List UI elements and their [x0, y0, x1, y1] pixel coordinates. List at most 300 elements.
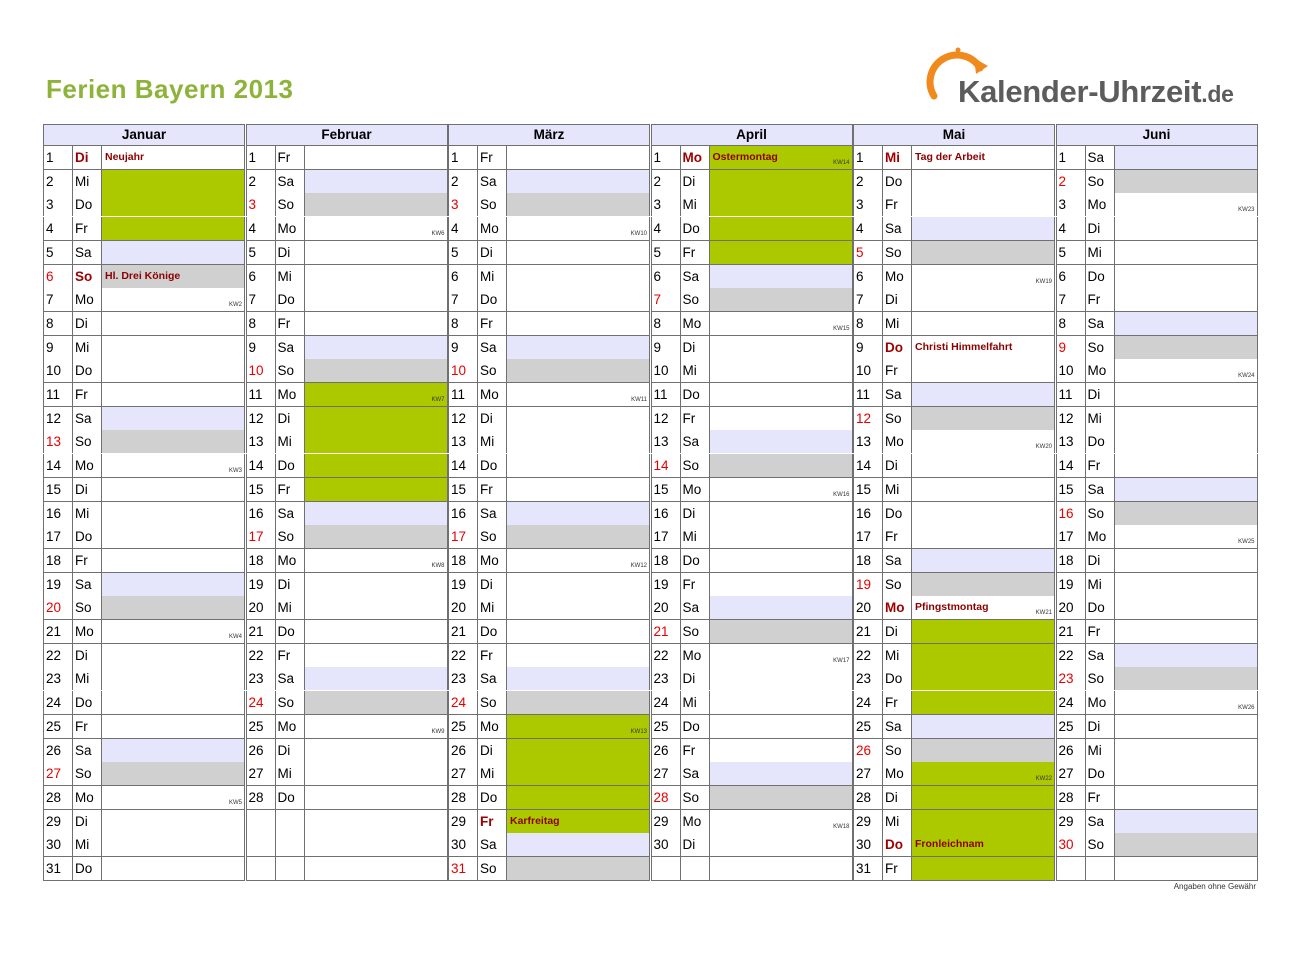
day-row[interactable]	[43, 454, 245, 478]
day-row[interactable]	[853, 265, 1055, 289]
event-cell	[102, 525, 245, 548]
day-row[interactable]	[246, 857, 448, 881]
day-row[interactable]	[1056, 359, 1258, 383]
day-number: 28	[246, 786, 276, 809]
day-number: 5	[448, 241, 478, 264]
day-row[interactable]	[448, 620, 650, 644]
weekday: Sa	[883, 217, 912, 240]
weekday: Mi	[276, 596, 305, 619]
day-row[interactable]	[246, 810, 448, 834]
month-header: Februar	[246, 124, 448, 146]
day-row[interactable]	[246, 170, 448, 194]
weekday: So	[883, 573, 912, 596]
day-row[interactable]	[1056, 786, 1258, 810]
day-row[interactable]	[651, 478, 853, 502]
day-row[interactable]	[853, 170, 1055, 194]
event-cell	[305, 217, 448, 240]
day-row[interactable]	[651, 241, 853, 265]
weekday: Fr	[681, 573, 710, 596]
day-row[interactable]	[853, 762, 1055, 786]
event-cell	[102, 193, 245, 216]
weekday: So	[883, 739, 912, 762]
day-row[interactable]	[448, 525, 650, 549]
weekday: Sa	[681, 265, 710, 288]
day-row[interactable]	[853, 288, 1055, 312]
day-row[interactable]	[1056, 146, 1258, 170]
day-row[interactable]	[651, 407, 853, 431]
event-cell	[507, 193, 650, 216]
day-row[interactable]	[1056, 193, 1258, 217]
day-row[interactable]	[246, 241, 448, 265]
day-number: 28	[43, 786, 73, 809]
day-number: 14	[246, 454, 276, 477]
day-row[interactable]	[853, 383, 1055, 407]
brand-logo[interactable]	[920, 38, 1250, 118]
weekday: Mi	[276, 430, 305, 453]
day-row[interactable]	[853, 810, 1055, 834]
day-number: 25	[43, 715, 73, 738]
day-number: 26	[448, 739, 478, 762]
day-row[interactable]	[1056, 857, 1258, 881]
day-row[interactable]	[651, 312, 853, 336]
day-row[interactable]	[43, 265, 245, 289]
day-row[interactable]	[246, 833, 448, 857]
day-row[interactable]	[43, 739, 245, 763]
day-row[interactable]	[651, 336, 853, 360]
weekday: Di	[883, 288, 912, 311]
day-row[interactable]	[43, 170, 245, 194]
day-row[interactable]	[1056, 312, 1258, 336]
weekday: Sa	[883, 383, 912, 406]
day-row[interactable]	[448, 146, 650, 170]
event-cell	[102, 170, 245, 193]
day-row[interactable]	[853, 833, 1055, 857]
day-row[interactable]	[853, 644, 1055, 668]
day-row[interactable]	[246, 620, 448, 644]
day-row[interactable]	[246, 549, 448, 573]
day-row[interactable]	[853, 715, 1055, 739]
day-row[interactable]	[246, 265, 448, 289]
event-cell	[912, 454, 1055, 477]
day-row[interactable]	[43, 644, 245, 668]
event-cell	[507, 525, 650, 548]
day-row[interactable]	[651, 430, 853, 454]
day-row[interactable]	[246, 596, 448, 620]
event-cell	[912, 667, 1055, 690]
day-row[interactable]	[43, 857, 245, 881]
day-row[interactable]	[43, 573, 245, 597]
day-row[interactable]	[853, 573, 1055, 597]
event-cell	[912, 525, 1055, 548]
weekday: Di	[681, 502, 710, 525]
day-number: 18	[246, 549, 276, 572]
day-row[interactable]	[246, 288, 448, 312]
day-row[interactable]	[1056, 644, 1258, 668]
weekday: Fr	[883, 525, 912, 548]
day-row[interactable]	[43, 502, 245, 526]
weekday: Mi	[883, 478, 912, 501]
day-row[interactable]	[1056, 691, 1258, 715]
day-row[interactable]	[246, 525, 448, 549]
day-row[interactable]	[853, 739, 1055, 763]
event-cell	[1115, 715, 1258, 738]
day-row[interactable]	[853, 691, 1055, 715]
day-number: 24	[246, 691, 276, 714]
day-row[interactable]	[651, 170, 853, 194]
day-row[interactable]	[853, 146, 1055, 170]
event-cell	[305, 810, 448, 833]
day-row[interactable]	[1056, 810, 1258, 834]
day-row[interactable]	[246, 644, 448, 668]
day-row[interactable]	[448, 739, 650, 763]
day-row[interactable]	[246, 430, 448, 454]
day-row[interactable]	[1056, 241, 1258, 265]
event-cell	[912, 478, 1055, 501]
day-row[interactable]	[1056, 667, 1258, 691]
weekday: So	[1086, 502, 1115, 525]
event-cell	[912, 146, 1055, 169]
day-row[interactable]	[43, 691, 245, 715]
day-row[interactable]	[448, 762, 650, 786]
day-row[interactable]	[448, 857, 650, 881]
day-row[interactable]	[43, 715, 245, 739]
day-row[interactable]	[448, 359, 650, 383]
day-row[interactable]	[651, 525, 853, 549]
day-row[interactable]	[43, 312, 245, 336]
day-row[interactable]	[1056, 762, 1258, 786]
weekday: Fr	[276, 644, 305, 667]
event-cell	[710, 739, 853, 762]
day-number: 31	[43, 857, 73, 880]
day-row[interactable]	[43, 288, 245, 312]
day-number: 20	[651, 596, 681, 619]
day-row[interactable]	[651, 573, 853, 597]
day-row[interactable]	[246, 383, 448, 407]
day-row[interactable]	[246, 691, 448, 715]
day-row[interactable]	[43, 336, 245, 360]
day-row[interactable]	[448, 430, 650, 454]
day-row[interactable]	[651, 596, 853, 620]
day-row[interactable]	[853, 430, 1055, 454]
day-row[interactable]	[651, 502, 853, 526]
event-cell	[507, 407, 650, 430]
day-number: 22	[43, 644, 73, 667]
day-row[interactable]	[43, 667, 245, 691]
day-row[interactable]	[448, 502, 650, 526]
day-row[interactable]	[448, 217, 650, 241]
day-row[interactable]	[43, 383, 245, 407]
event-cell	[305, 430, 448, 453]
day-row[interactable]	[448, 478, 650, 502]
day-row[interactable]	[853, 596, 1055, 620]
day-row[interactable]	[246, 762, 448, 786]
day-row[interactable]	[43, 193, 245, 217]
day-row[interactable]	[448, 549, 650, 573]
day-row[interactable]	[448, 810, 650, 834]
weekday: Di	[73, 146, 102, 169]
weekday: Mi	[73, 667, 102, 690]
event-cell	[912, 430, 1055, 453]
day-row[interactable]	[1056, 739, 1258, 763]
event-label: Ostermontag	[712, 151, 778, 163]
day-row[interactable]	[651, 620, 853, 644]
day-row[interactable]	[43, 217, 245, 241]
event-cell	[507, 430, 650, 453]
day-row[interactable]	[651, 810, 853, 834]
event-cell	[912, 857, 1055, 880]
day-number: 22	[1056, 644, 1086, 667]
day-row[interactable]	[448, 193, 650, 217]
day-row[interactable]	[43, 146, 245, 170]
weekday: Do	[883, 336, 912, 359]
day-row[interactable]	[651, 857, 853, 881]
day-row[interactable]	[246, 478, 448, 502]
week-number: KW19	[1035, 278, 1052, 285]
weekday: Mo	[1086, 193, 1115, 216]
event-cell	[102, 312, 245, 335]
event-cell	[710, 217, 853, 240]
day-row[interactable]	[43, 478, 245, 502]
event-label: Fronleichnam	[915, 838, 984, 851]
day-row[interactable]	[43, 786, 245, 810]
day-row[interactable]	[853, 786, 1055, 810]
day-row[interactable]	[1056, 620, 1258, 644]
weekday: So	[681, 786, 710, 809]
day-row[interactable]	[651, 383, 853, 407]
weekday: So	[73, 762, 102, 785]
day-row[interactable]	[853, 407, 1055, 431]
day-row[interactable]	[448, 833, 650, 857]
week-number: KW24	[1238, 373, 1255, 380]
event-cell	[912, 359, 1055, 382]
day-row[interactable]	[853, 454, 1055, 478]
weekday: Sa	[1086, 312, 1115, 335]
weekday: Do	[73, 857, 102, 880]
weekday: Sa	[276, 336, 305, 359]
day-row[interactable]	[246, 312, 448, 336]
day-row[interactable]	[853, 857, 1055, 881]
day-row[interactable]	[246, 193, 448, 217]
weekday: So	[73, 596, 102, 619]
day-row[interactable]	[651, 667, 853, 691]
weekday: Mo	[1086, 525, 1115, 548]
day-number: 10	[651, 359, 681, 382]
day-row[interactable]	[448, 336, 650, 360]
day-number: 11	[1056, 383, 1086, 406]
day-row[interactable]	[1056, 336, 1258, 360]
day-row[interactable]	[853, 525, 1055, 549]
day-row[interactable]	[448, 407, 650, 431]
day-number: 16	[246, 502, 276, 525]
weekday: Di	[1086, 383, 1115, 406]
event-cell	[305, 667, 448, 690]
day-row[interactable]	[1056, 265, 1258, 289]
day-row[interactable]	[651, 146, 853, 170]
day-row[interactable]	[853, 312, 1055, 336]
day-row[interactable]	[1056, 573, 1258, 597]
day-row[interactable]	[448, 241, 650, 265]
day-row[interactable]	[246, 336, 448, 360]
weekday: Mi	[681, 525, 710, 548]
day-row[interactable]	[853, 549, 1055, 573]
day-row[interactable]	[853, 241, 1055, 265]
day-row[interactable]	[246, 407, 448, 431]
day-row[interactable]	[448, 644, 650, 668]
day-row[interactable]	[246, 715, 448, 739]
day-row[interactable]	[448, 454, 650, 478]
weekday: Mi	[73, 502, 102, 525]
day-row[interactable]	[448, 288, 650, 312]
day-row[interactable]	[1056, 549, 1258, 573]
day-row[interactable]	[853, 359, 1055, 383]
event-cell	[305, 596, 448, 619]
day-row[interactable]	[448, 691, 650, 715]
day-number: 7	[43, 288, 73, 311]
event-cell	[1115, 857, 1258, 880]
day-row[interactable]	[1056, 454, 1258, 478]
day-row[interactable]	[651, 644, 853, 668]
day-row[interactable]	[448, 786, 650, 810]
weekday: Di	[883, 620, 912, 643]
weekday: Mi	[1086, 739, 1115, 762]
weekday: Sa	[1086, 644, 1115, 667]
day-row[interactable]	[853, 478, 1055, 502]
event-cell	[1115, 596, 1258, 619]
event-cell	[912, 691, 1055, 714]
day-number: 5	[1056, 241, 1086, 264]
event-cell	[1115, 502, 1258, 525]
day-row[interactable]	[246, 573, 448, 597]
day-row[interactable]	[1056, 715, 1258, 739]
weekday: Do	[276, 288, 305, 311]
day-row[interactable]	[43, 525, 245, 549]
day-row[interactable]	[448, 715, 650, 739]
day-row[interactable]	[246, 454, 448, 478]
weekday: Mi	[681, 359, 710, 382]
day-row[interactable]	[448, 170, 650, 194]
day-row[interactable]	[1056, 170, 1258, 194]
day-row[interactable]	[448, 667, 650, 691]
day-row[interactable]	[651, 715, 853, 739]
day-row[interactable]	[448, 573, 650, 597]
day-row[interactable]	[246, 359, 448, 383]
day-row[interactable]	[1056, 596, 1258, 620]
day-number: 17	[246, 525, 276, 548]
day-number: 15	[43, 478, 73, 501]
day-row[interactable]	[853, 336, 1055, 360]
event-cell	[710, 573, 853, 596]
weekday: Di	[681, 170, 710, 193]
day-row[interactable]	[43, 359, 245, 383]
day-row[interactable]	[651, 359, 853, 383]
day-row[interactable]	[853, 667, 1055, 691]
day-row[interactable]	[651, 288, 853, 312]
day-row[interactable]	[1056, 288, 1258, 312]
day-row[interactable]	[246, 739, 448, 763]
day-row[interactable]	[43, 596, 245, 620]
week-number: KW13	[630, 728, 647, 735]
weekday: Do	[1086, 265, 1115, 288]
event-cell	[507, 715, 650, 738]
weekday: Mo	[1086, 691, 1115, 714]
event-cell	[912, 312, 1055, 335]
weekday: Do	[883, 502, 912, 525]
day-row[interactable]	[43, 549, 245, 573]
day-row[interactable]	[246, 217, 448, 241]
day-row[interactable]	[651, 217, 853, 241]
day-row[interactable]	[1056, 383, 1258, 407]
day-row[interactable]	[853, 193, 1055, 217]
day-row[interactable]	[651, 265, 853, 289]
day-number: 17	[1056, 525, 1086, 548]
event-label: Hl. Drei Könige	[105, 269, 181, 282]
weekday: Di	[478, 407, 507, 430]
day-row[interactable]	[651, 193, 853, 217]
day-row[interactable]	[651, 454, 853, 478]
day-row[interactable]	[43, 762, 245, 786]
day-row[interactable]	[246, 667, 448, 691]
day-row[interactable]	[448, 383, 650, 407]
day-number: 22	[448, 644, 478, 667]
day-row[interactable]	[853, 217, 1055, 241]
day-row[interactable]	[43, 430, 245, 454]
weekday: Mi	[478, 762, 507, 785]
event-cell	[102, 265, 245, 288]
event-cell	[305, 691, 448, 714]
day-row[interactable]	[43, 833, 245, 857]
day-row[interactable]	[448, 596, 650, 620]
event-cell	[102, 762, 245, 785]
month-header: Juni	[1056, 124, 1258, 146]
day-row[interactable]	[1056, 502, 1258, 526]
event-cell	[912, 217, 1055, 240]
day-row[interactable]	[246, 502, 448, 526]
day-row[interactable]	[853, 620, 1055, 644]
day-row[interactable]	[1056, 407, 1258, 431]
weekday: So	[478, 525, 507, 548]
day-row[interactable]	[651, 739, 853, 763]
event-cell	[102, 146, 245, 169]
day-row[interactable]	[1056, 833, 1258, 857]
day-row[interactable]	[246, 146, 448, 170]
day-row[interactable]	[651, 786, 853, 810]
day-row[interactable]	[448, 265, 650, 289]
day-row[interactable]	[1056, 217, 1258, 241]
day-row[interactable]	[43, 810, 245, 834]
day-row[interactable]	[448, 312, 650, 336]
event-cell	[710, 644, 853, 667]
day-row[interactable]	[651, 833, 853, 857]
day-row[interactable]	[43, 620, 245, 644]
day-row[interactable]	[651, 549, 853, 573]
day-number: 18	[1056, 549, 1086, 572]
weekday: Do	[276, 786, 305, 809]
event-cell	[102, 383, 245, 406]
weekday: Do	[1086, 762, 1115, 785]
day-row[interactable]	[1056, 478, 1258, 502]
day-number: 7	[651, 288, 681, 311]
day-row[interactable]	[43, 407, 245, 431]
day-number: 16	[853, 502, 883, 525]
day-row[interactable]	[1056, 525, 1258, 549]
day-number: 29	[1056, 810, 1086, 833]
day-row[interactable]	[651, 691, 853, 715]
day-row[interactable]	[651, 762, 853, 786]
day-row[interactable]	[1056, 430, 1258, 454]
day-row[interactable]	[246, 786, 448, 810]
day-row[interactable]	[43, 241, 245, 265]
day-row[interactable]	[853, 502, 1055, 526]
